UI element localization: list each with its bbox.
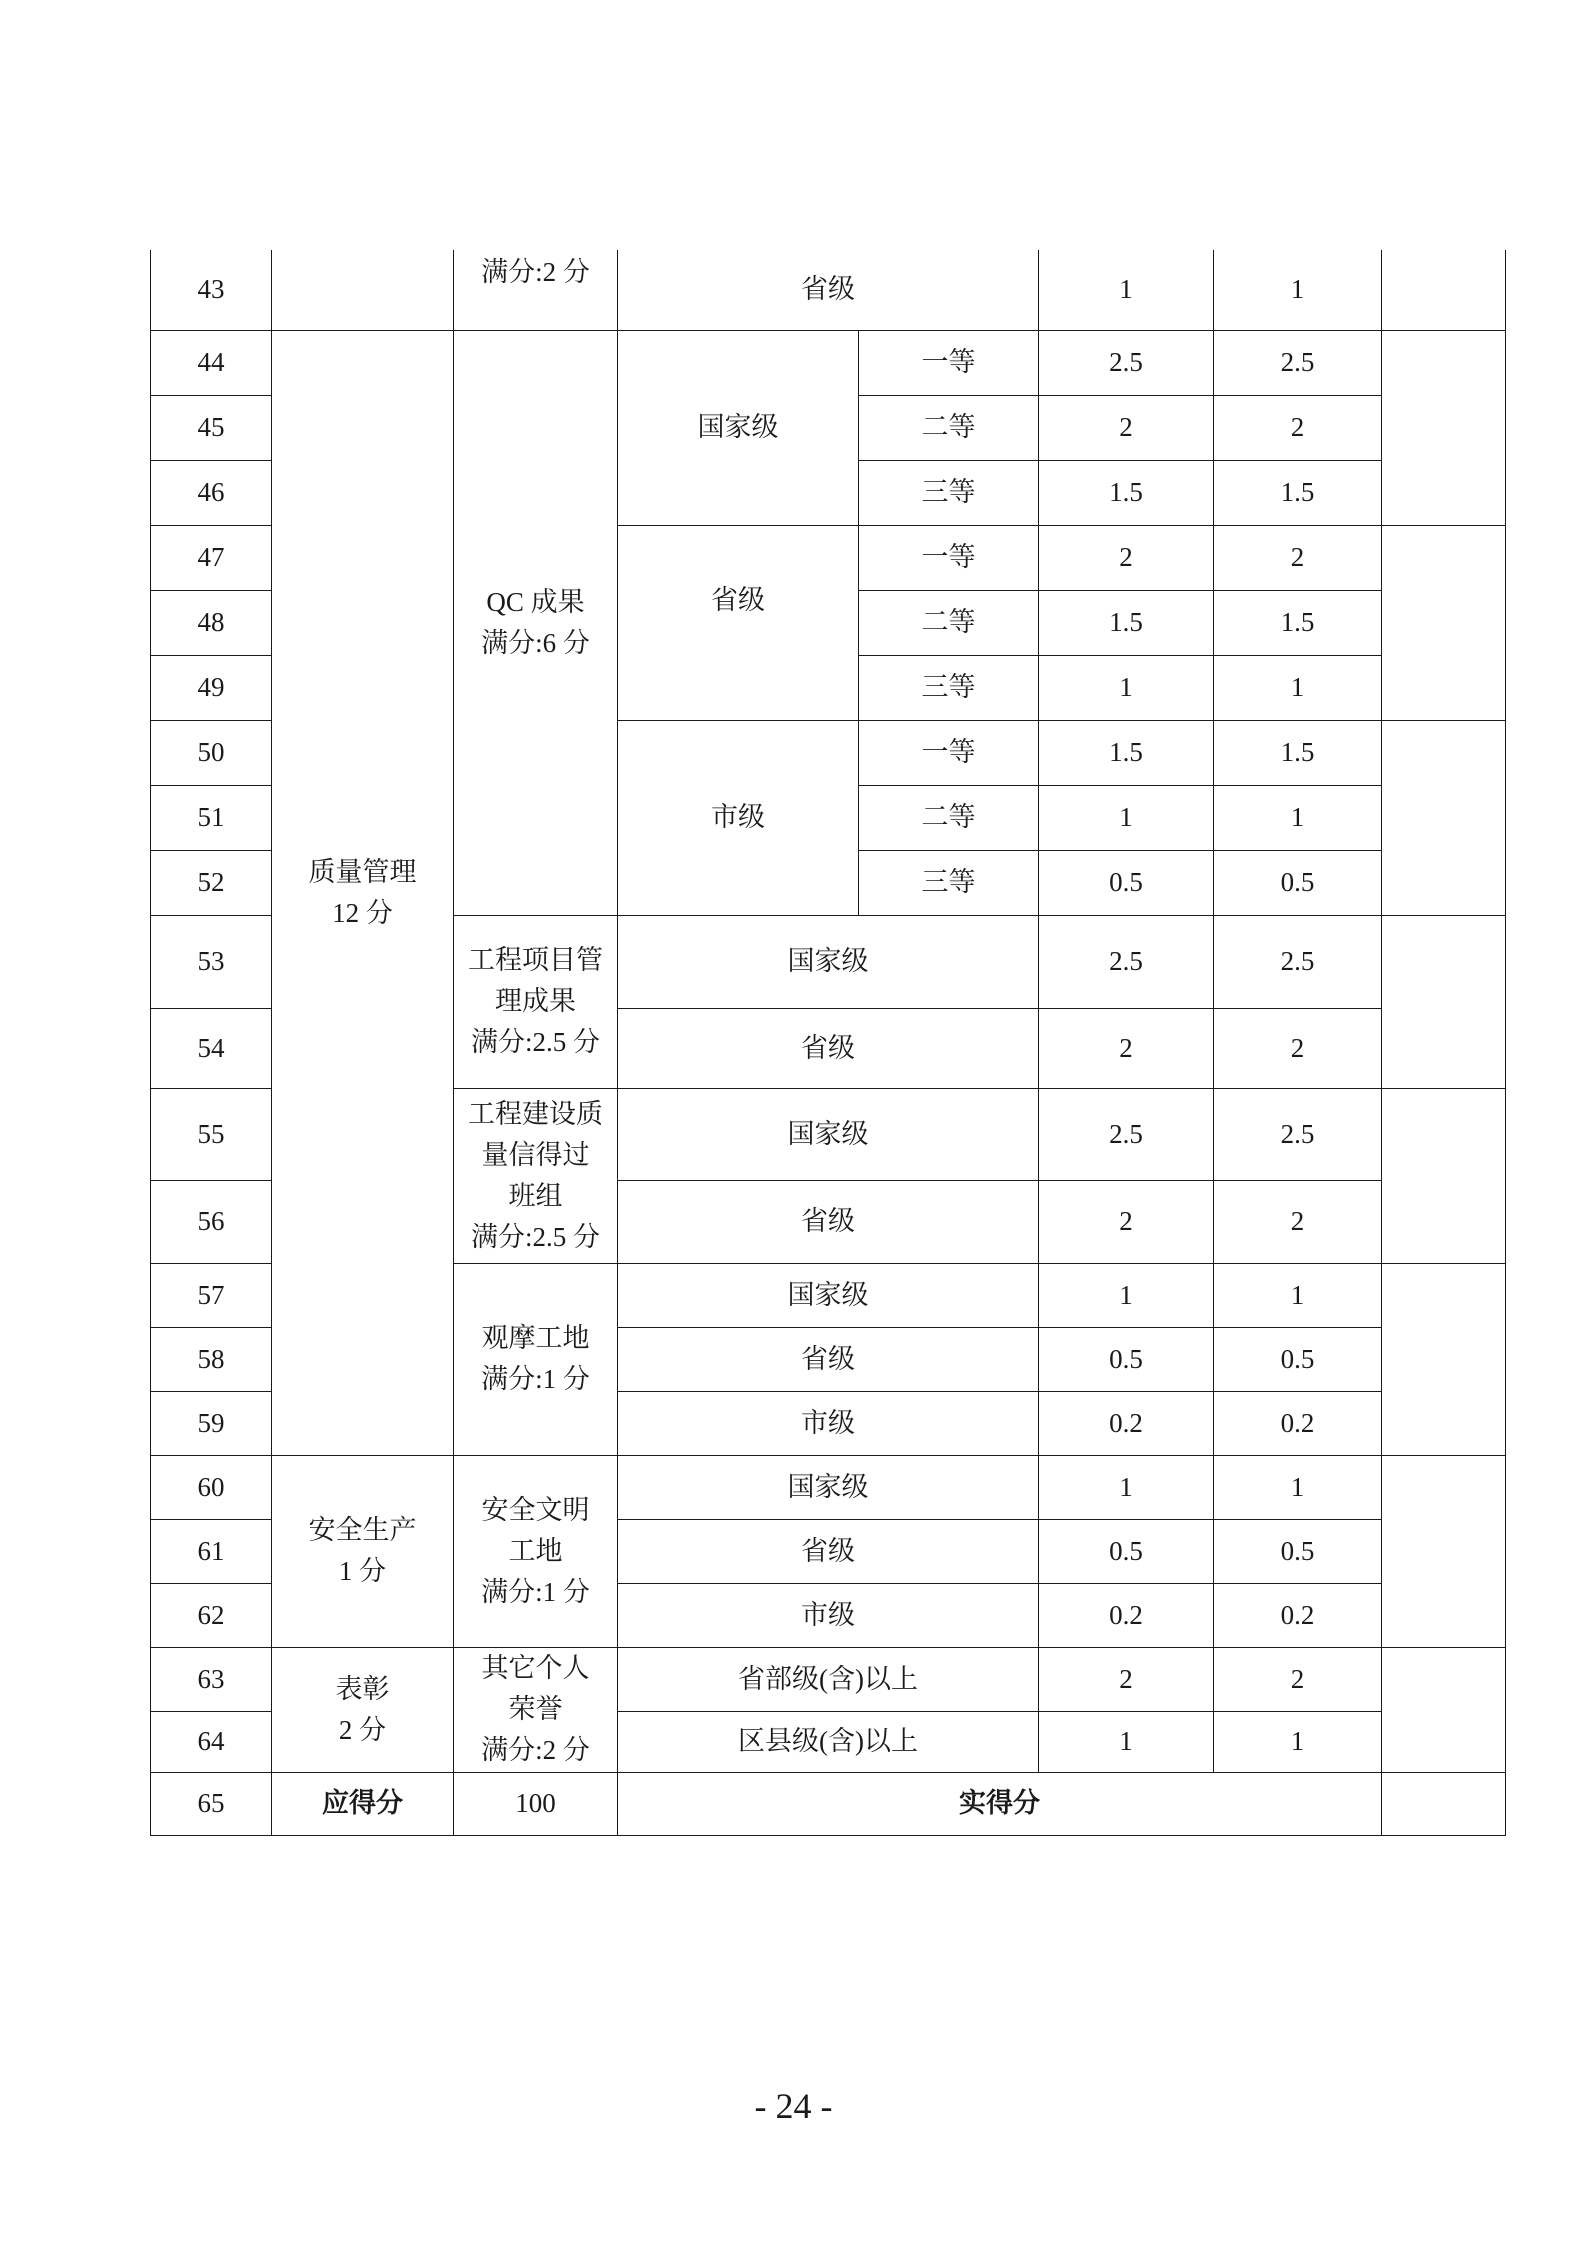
score-cell: 2: [1214, 1008, 1382, 1088]
score-cell: 2: [1214, 525, 1382, 590]
row-number: 65: [151, 1772, 272, 1835]
score-cell: 0.5: [1214, 1519, 1382, 1583]
level-cell: 市级: [618, 720, 859, 915]
score-cell: 1: [1039, 1455, 1214, 1519]
score-cell: 1: [1214, 1455, 1382, 1519]
score-cell: 2: [1039, 1647, 1214, 1711]
remark-cell: [1382, 1088, 1506, 1263]
score-cell: 1.5: [1214, 720, 1382, 785]
score-cell: 1.5: [1039, 460, 1214, 525]
level-cell: 区县级(含)以上: [618, 1711, 1039, 1772]
remark-cell: [1382, 330, 1506, 525]
score-cell: 2.5: [1039, 330, 1214, 395]
item-cell: 其它个人 荣誉 满分:2 分: [454, 1647, 618, 1772]
score-cell: 2.5: [1214, 915, 1382, 1008]
level-cell: 国家级: [618, 1263, 1039, 1327]
remark-cell: [1382, 1263, 1506, 1455]
level-cell: 省级: [618, 1519, 1039, 1583]
row-number: 53: [151, 915, 272, 1008]
row-number: 44: [151, 330, 272, 395]
grade-cell: 一等: [859, 525, 1039, 590]
score-cell: 1: [1039, 1263, 1214, 1327]
row-number: 54: [151, 1008, 272, 1088]
score-cell: 2: [1039, 525, 1214, 590]
row-number: 59: [151, 1391, 272, 1455]
score-cell: 1.5: [1039, 720, 1214, 785]
score-cell: 1: [1039, 1711, 1214, 1772]
score-cell: 0.5: [1039, 850, 1214, 915]
grade-cell: 三等: [859, 460, 1039, 525]
score-cell: 1.5: [1039, 590, 1214, 655]
row-number: 64: [151, 1711, 272, 1772]
level-cell: 省级: [618, 1327, 1039, 1391]
level-cell: 省级: [618, 250, 1039, 330]
score-cell: 0.2: [1039, 1391, 1214, 1455]
row-number: 49: [151, 655, 272, 720]
category-cell: [272, 250, 454, 330]
table-row: [151, 1455, 1506, 1519]
score-cell: 2.5: [1214, 1088, 1382, 1180]
score-cell: 1: [1214, 1711, 1382, 1772]
row-number: 61: [151, 1519, 272, 1583]
level-cell: 国家级: [618, 330, 859, 525]
row-number: 43: [151, 250, 272, 330]
level-cell: 省级: [618, 525, 859, 720]
level-cell: 省级: [618, 1008, 1039, 1088]
score-cell: 0.5: [1039, 1519, 1214, 1583]
item-cell: 满分:2 分: [454, 250, 618, 330]
row-number: 56: [151, 1180, 272, 1263]
level-cell: 省级: [618, 1180, 1039, 1263]
row-number: 57: [151, 1263, 272, 1327]
score-cell: 1: [1214, 785, 1382, 850]
score-cell: 2: [1039, 1008, 1214, 1088]
actual-score-value: [1382, 1772, 1506, 1835]
grade-cell: 三等: [859, 655, 1039, 720]
score-cell: 0.5: [1214, 1327, 1382, 1391]
category-cell: 表彰 2 分: [272, 1647, 454, 1772]
score-cell: 0.2: [1039, 1583, 1214, 1647]
score-cell: 1: [1039, 250, 1214, 330]
row-number: 45: [151, 395, 272, 460]
item-cell: 观摩工地 满分:1 分: [454, 1263, 618, 1455]
item-cell: 安全文明 工地 满分:1 分: [454, 1455, 618, 1647]
level-cell: 国家级: [618, 915, 1039, 1008]
score-cell: 0.2: [1214, 1391, 1382, 1455]
score-table: [150, 250, 1506, 1836]
score-cell: 2.5: [1039, 915, 1214, 1008]
grade-cell: 二等: [859, 395, 1039, 460]
row-number: 62: [151, 1583, 272, 1647]
score-cell: 2.5: [1214, 330, 1382, 395]
score-cell: 2: [1039, 1180, 1214, 1263]
score-cell: 2: [1214, 1647, 1382, 1711]
row-number: 51: [151, 785, 272, 850]
table-row: [151, 250, 1506, 330]
actual-score-label: 实得分: [618, 1772, 1382, 1835]
score-cell: 1.5: [1214, 590, 1382, 655]
grade-cell: 二等: [859, 785, 1039, 850]
grade-cell: 一等: [859, 330, 1039, 395]
row-number: 50: [151, 720, 272, 785]
remark-cell: [1382, 250, 1506, 330]
score-cell: 1: [1039, 785, 1214, 850]
table-row: [151, 1647, 1506, 1711]
item-cell: 工程项目管 理成果 满分:2.5 分: [454, 915, 618, 1088]
grade-cell: 三等: [859, 850, 1039, 915]
score-cell: 0.5: [1214, 850, 1382, 915]
score-cell: 0.2: [1214, 1583, 1382, 1647]
score-cell: 1: [1039, 655, 1214, 720]
grade-cell: 一等: [859, 720, 1039, 785]
expected-score-label: 应得分: [272, 1772, 454, 1835]
row-number: 63: [151, 1647, 272, 1711]
score-cell: 1: [1214, 250, 1382, 330]
category-cell: 安全生产 1 分: [272, 1455, 454, 1647]
row-number: 46: [151, 460, 272, 525]
item-cell: 工程建设质 量信得过 班组 满分:2.5 分: [454, 1088, 618, 1263]
row-number: 48: [151, 590, 272, 655]
level-cell: 市级: [618, 1391, 1039, 1455]
score-cell: 0.5: [1039, 1327, 1214, 1391]
row-number: 60: [151, 1455, 272, 1519]
row-number: 58: [151, 1327, 272, 1391]
score-cell: 1.5: [1214, 460, 1382, 525]
remark-cell: [1382, 915, 1506, 1088]
score-cell: 1: [1214, 1263, 1382, 1327]
remark-cell: [1382, 1455, 1506, 1647]
remark-cell: [1382, 1647, 1506, 1772]
remark-cell: [1382, 720, 1506, 915]
row-number: 47: [151, 525, 272, 590]
table-row: [151, 330, 1506, 395]
level-cell: 国家级: [618, 1088, 1039, 1180]
remark-cell: [1382, 525, 1506, 720]
score-cell: 2: [1214, 395, 1382, 460]
row-number: 52: [151, 850, 272, 915]
table-row: [151, 1772, 1506, 1835]
level-cell: 国家级: [618, 1455, 1039, 1519]
item-cell: QC 成果 满分:6 分: [454, 330, 618, 915]
level-cell: 市级: [618, 1583, 1039, 1647]
score-cell: 2: [1214, 1180, 1382, 1263]
level-cell: 省部级(含)以上: [618, 1647, 1039, 1711]
page-number: - 24 -: [754, 2086, 833, 2126]
grade-cell: 二等: [859, 590, 1039, 655]
category-cell: 质量管理 12 分: [272, 330, 454, 1455]
score-cell: 2: [1039, 395, 1214, 460]
score-cell: 2.5: [1039, 1088, 1214, 1180]
expected-score-value: 100: [454, 1772, 618, 1835]
score-cell: 1: [1214, 655, 1382, 720]
row-number: 55: [151, 1088, 272, 1180]
